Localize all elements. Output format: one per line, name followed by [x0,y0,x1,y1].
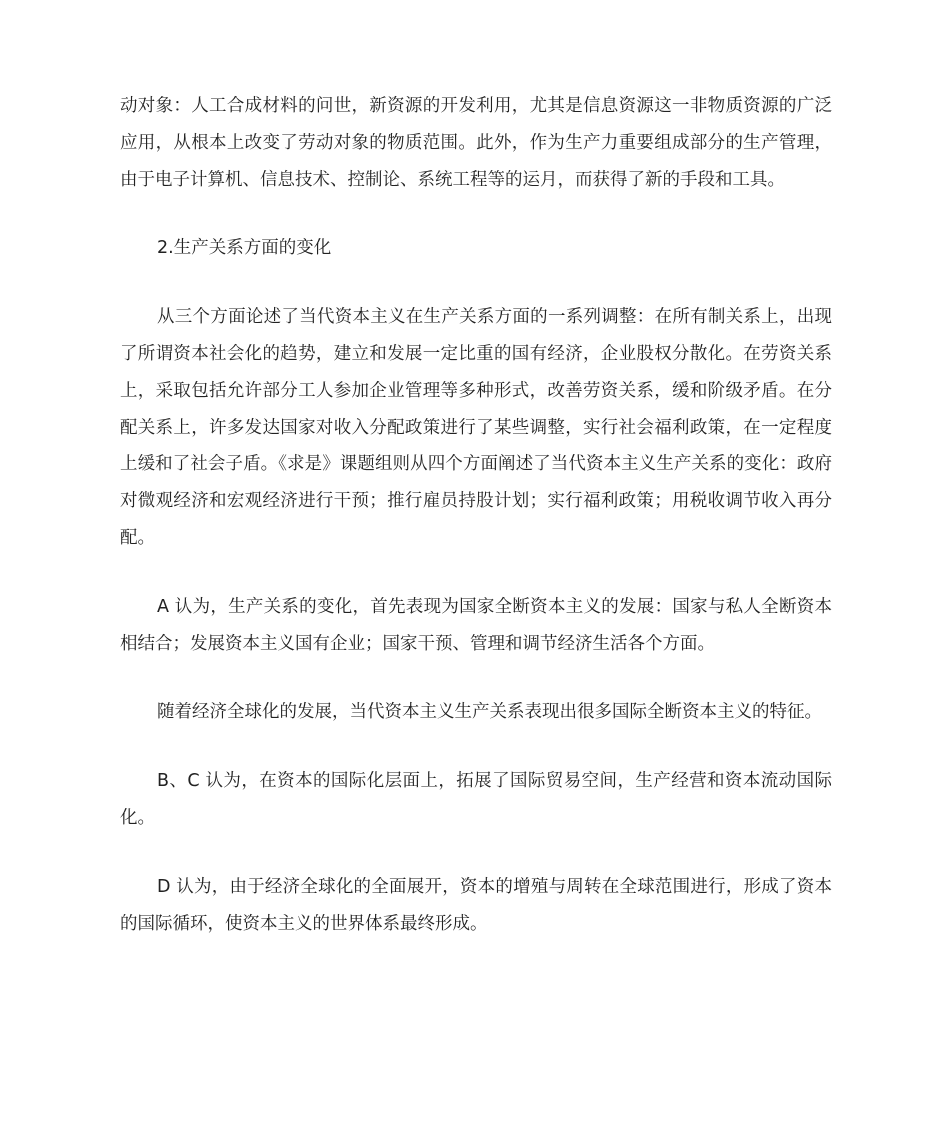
paragraph-view-bc: B、C 认为，在资本的国际化层面上，拓展了国际贸易空间，生产经营和资本流动国际化。 [120,771,832,828]
paragraph-globalization: 随着经济全球化的发展，当代资本主义生产关系表现出很多国际全断资本主义的特征。 [157,702,822,723]
section-heading: 2.生产关系方面的变化 [157,238,332,259]
paragraph-view-d: D 认为，由于经济全球化的全面展开，资本的增殖与周转在全球范围进行，形成了资本的国际循环，使资本主义的世界体系最终形成。 [120,876,832,934]
paragraph-continuation: 动对象：人工合成材料的问世，新资源的开发利用，尤其是信息资源这一非物质资源的广泛应用，从根本上改变了劳动对象的物质范围。此外，作为生产力重要组成部分的生产管理，由于电子计算机、信息技术、控制论、系统工程等的运月，而获得了新的手段和工具。 [120,96,832,190]
document-page [120,88,832,942]
paragraph-view-a: A 认为，生产关系的变化，首先表现为国家全断资本主义的发展：国家与私人全断资本相结合；发展资本主义国有企业；国家干预、管理和调节经济生活各个方面。 [120,596,832,654]
paragraph-relations-adjustments: 从三个方面论述了当代资本主义在生产关系方面的一系列调整：在所有制关系上，出现了所谓资本社会化的趋势，建立和发展一定比重的国有经济，企业股权分散化。在劳资关系上，采取包括允许部分工人参加企业管理等多种形式，改善劳资关系，缓和阶级矛盾。在分配关系上，许多发达国家对收入分配政策进行了某些调整，实行社会福利政策，在一定程度上缓和了社会子盾。《求是》课题组则从四个方面阐述了当代资本主义生产关系的变化：政府对微观经济和宏观经济进行干预；推行雇员持股计划；实行福利政策；用税收调节收入再分配。 [120,307,832,548]
